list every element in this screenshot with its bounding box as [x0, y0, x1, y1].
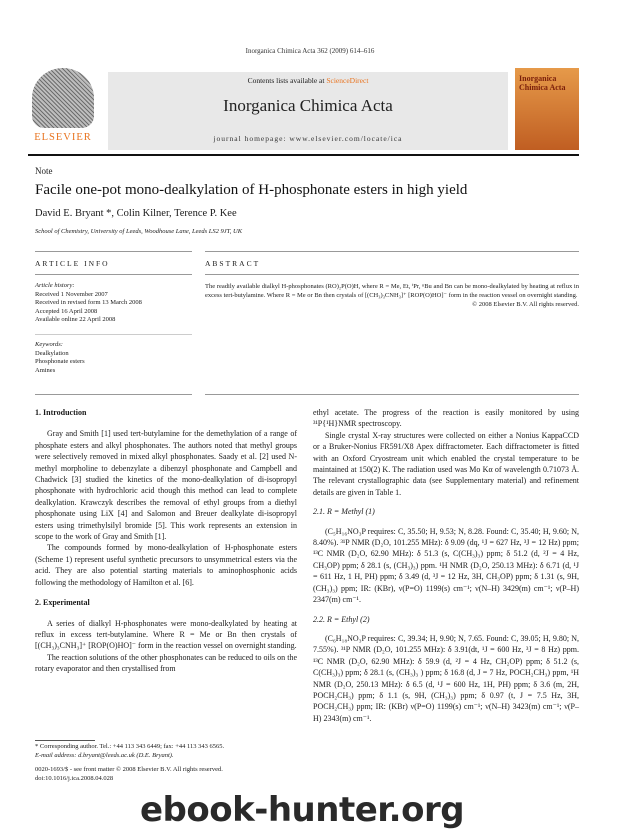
info-rule [35, 274, 192, 275]
section-heading: 1. Introduction [35, 408, 87, 417]
section-heading: 2. Experimental [35, 598, 90, 608]
subsection-heading: 2.2. R = Ethyl (2) [313, 614, 370, 624]
contents-prefix: Contents lists available at [247, 76, 327, 85]
abstract-top-rule [205, 251, 579, 252]
keywords-rule [35, 334, 192, 335]
affiliation: School of Chemistry, University of Leeds, Woodhouse Lane, Leeds LS2 9JT, UK [35, 228, 243, 235]
paragraph: (C₆H₁₈NO₃P requires: C, 39.34; H, 9.90; N, 7.65. Found: C, 39.05; H, 9.80; N, 7.55%). ³¹P NMR (D₂O, 101.255 MHz): δ 3.91(dt, ¹J = 600 Hz, ³J = 8 Hz) ppm. ¹³C NMR (D₂O, 62.90 MHz): δ 59.9 (d, ²J = 4 Hz, CH₂OP) ppm; δ 51.2 (s, C(CH₃)₃) ppm; δ 28.1 (s, (CH₃)₃ ) ppm; δ 16.8 (d, J = 7 Hz, POCH₂CH₃) ppm, ¹H NMR (D₂O, 250.13 MHz): δ 6.5 (d, ¹J = 600 Hz, 1H, PH) ppm; δ 3.6 (m, 2H, POCH₂CH₃) ppm; δ 1.1 (s, 9H, (CH₃)₃) ppm; δ 0.97 (t, J = 7.5 Hz, 3H, POCH₂CH₃) ppm; IR: (KBr) ν(P=O) 1199(s) cm⁻¹; ν(N–H) 3423(m) cm⁻¹; ν(P–H) 2343(m) cm⁻¹. [313, 633, 579, 723]
keyword-item: Dealkylation [35, 349, 69, 357]
corresponding-author: * Corresponding author. Tel.: +44 113 343 6449; fax: +44 113 343 6565. [35, 743, 225, 750]
journal-homepage[interactable]: journal homepage: www.elsevier.com/locate/ica [213, 134, 403, 143]
history-online: Available online 22 April 2008 [35, 316, 116, 323]
journal-reference: Inorganica Chimica Acta 362 (2009) 614–616 [245, 47, 375, 55]
keyword-item: Amines [35, 366, 56, 374]
publisher-name: ELSEVIER [34, 132, 92, 143]
keywords [35, 341, 195, 375]
abstract-bottom-rule [205, 394, 579, 395]
article-history [35, 282, 195, 325]
left-column [35, 407, 297, 675]
history-accepted: Accepted 16 April 2008 [35, 307, 98, 315]
paragraph: The reaction solutions of the other phosphonates can be reduced to oils on the rotary evaporator and then crystallised from [35, 652, 297, 674]
watermark: ebook-hunter.org [140, 790, 465, 830]
paragraph: Single crystal X-ray structures were collected on either a Nonius KappaCCD or a Bruker-Nonius FR591/X8 Apex diffractometer. Each diffractometer is fitted with an Oxford Cryostream unit which enabled the crystal temperature to be maintained at 150(2) K. The radiation used was Mo Kα of wavelength 0.71073 Å. The relevant crystallographic data (see Supplementary material) and refinement details are given in Table 1. [313, 430, 579, 497]
history-revised: Received in revised form 13 March 2008 [35, 299, 142, 306]
contents-line [108, 76, 508, 85]
paragraph: A series of dialkyl H-phosphonates were mono-dealkylated by heating at reflux in excess tert-butylamine. Where R = Me or Bn then crystals of [(CH₃)₃CNH₃]⁺ [ROP(O)HO]⁻ form in the reaction vessel on overnight standing. [35, 618, 297, 651]
issn-line: 0020-1693/$ - see front matter © 2008 Elsevier B.V. All rights reserved. [35, 766, 223, 773]
info-top-rule [35, 251, 192, 252]
abstract-text [205, 282, 579, 309]
header-divider [28, 154, 579, 156]
paragraph: ethyl acetate. The progress of the reaction is easily monitored by using ³¹P{¹H}NMR spectroscopy. [313, 408, 579, 429]
abstract-heading: ABSTRACT [205, 259, 261, 268]
history-received: Received 1 November 2007 [35, 290, 108, 298]
doi-line[interactable]: doi:10.1016/j.ica.2008.04.028 [35, 774, 114, 782]
footnote-rule [35, 740, 95, 741]
abstract-body: The readily available dialkyl H-phosphonates (RO)₂P(O)H, where R = Me, Et, ⁱPr, ⁿBu and Bn can be mono-dealkylated by heating at reflux in excess tert-butylamine. Where R = Me or Bn then crystals of [(CH₃)₃CNH₃]⁺ [ROP(O)HO]⁻ form in the reaction vessel on overnight standing. [205, 283, 579, 299]
keyword-item: Phosphonate esters [35, 358, 85, 365]
history-label: Article history: [35, 282, 75, 289]
journal-title: Inorganica Chimica Acta [223, 96, 393, 115]
elsevier-tree-icon [32, 68, 94, 128]
footnote [35, 743, 297, 783]
elsevier-logo [28, 68, 98, 148]
right-column [313, 407, 579, 724]
email-address[interactable]: E-mail address: d.bryant@leeds.ac.uk (D.E. Bryant). [35, 751, 174, 759]
abstract-rule [205, 274, 579, 275]
author-list: David E. Bryant *, Colin Kilner, Terence P. Kee [35, 208, 237, 219]
cover-title: Inorganica Chimica Acta [519, 74, 566, 92]
article-title: Facile one-pot mono-dealkylation of H-phosphonate esters in high yield [35, 182, 468, 198]
paragraph: (C₅H₁₆NO₃P requires: C, 35.50; H, 9.53; N, 8.28. Found: C, 35.40; H, 9.60; N, 8.40%). ³¹P NMR (D₂O, 101.255 MHz): δ 9.09 (dq, ¹J = 627 Hz, ³J = 12 Hz) ppm; ¹³C NMR (D₂O, 62.90 MHz): δ 51.3 (s, C(CH₃)₃) ppm; δ 51.2 (d, ²J = 4 Hz, CH₃OP) ppm; δ 28.1 (s, (CH₃)₃) ppm. ¹H NMR (D₂O, 250.13 MHz): δ 6.71 (d, ¹J = 611 Hz, 1 H, PH) ppm; δ 3.49 (d, ³J = 12 Hz, 3H, CH₃OP) ppm; δ 1.31 (s, 9H, (CH₃)₃) ppm; IR: (KBr), ν(P=O) 1199(s) cm⁻¹; ν(N–H) 3429(m) cm⁻¹; ν(P–H) 2347(m) cm⁻¹. [313, 526, 579, 605]
article-type: Note [35, 166, 53, 176]
info-bottom-rule [35, 394, 192, 395]
paragraph: The compounds formed by mono-dealkylation of H-phosphonate esters (Scheme 1) represent useful synthetic precursors to unsymmetrical esters via the acid. They are also potential starting materials to aminophosphonic acids following the methodology of Hamilton et al. [6]. [35, 543, 297, 587]
subsection-heading: 2.1. R = Methyl (1) [313, 507, 375, 517]
keywords-label: Keywords: [35, 341, 63, 348]
article-info-heading: ARTICLE INFO [35, 259, 110, 268]
paragraph: Gray and Smith [1] used tert-butylamine for the demethylation of a range of phosphate esters and alkyl phosphonates. The authors noted that methyl groups were selectively removed in mixed alkyl phosphonates. Saady et al. [2] used N-methyl morpholine to debenzylate a dibenzyl phosphonate and Campbell and Chadwick [3] studied the kinetics of the mono-dealkylation of di-isopropyl phosphonate with hydrochloric acid though this method can lead to complete dealkylation. Krawczyk describes the removal of ethyl groups from a diethyl phosphonate using LiX [4] and Salomon and Breuer dealkylate di-isopropyl esters using trimethylsilyl bromide [5]. This work represents an extension in scope to the work of Gray and Smith [1]. [35, 429, 297, 542]
copyright: © 2008 Elsevier B.V. All rights reserved. [472, 301, 579, 308]
journal-cover [515, 68, 579, 150]
sciencedirect-link[interactable]: ScienceDirect [326, 76, 369, 85]
